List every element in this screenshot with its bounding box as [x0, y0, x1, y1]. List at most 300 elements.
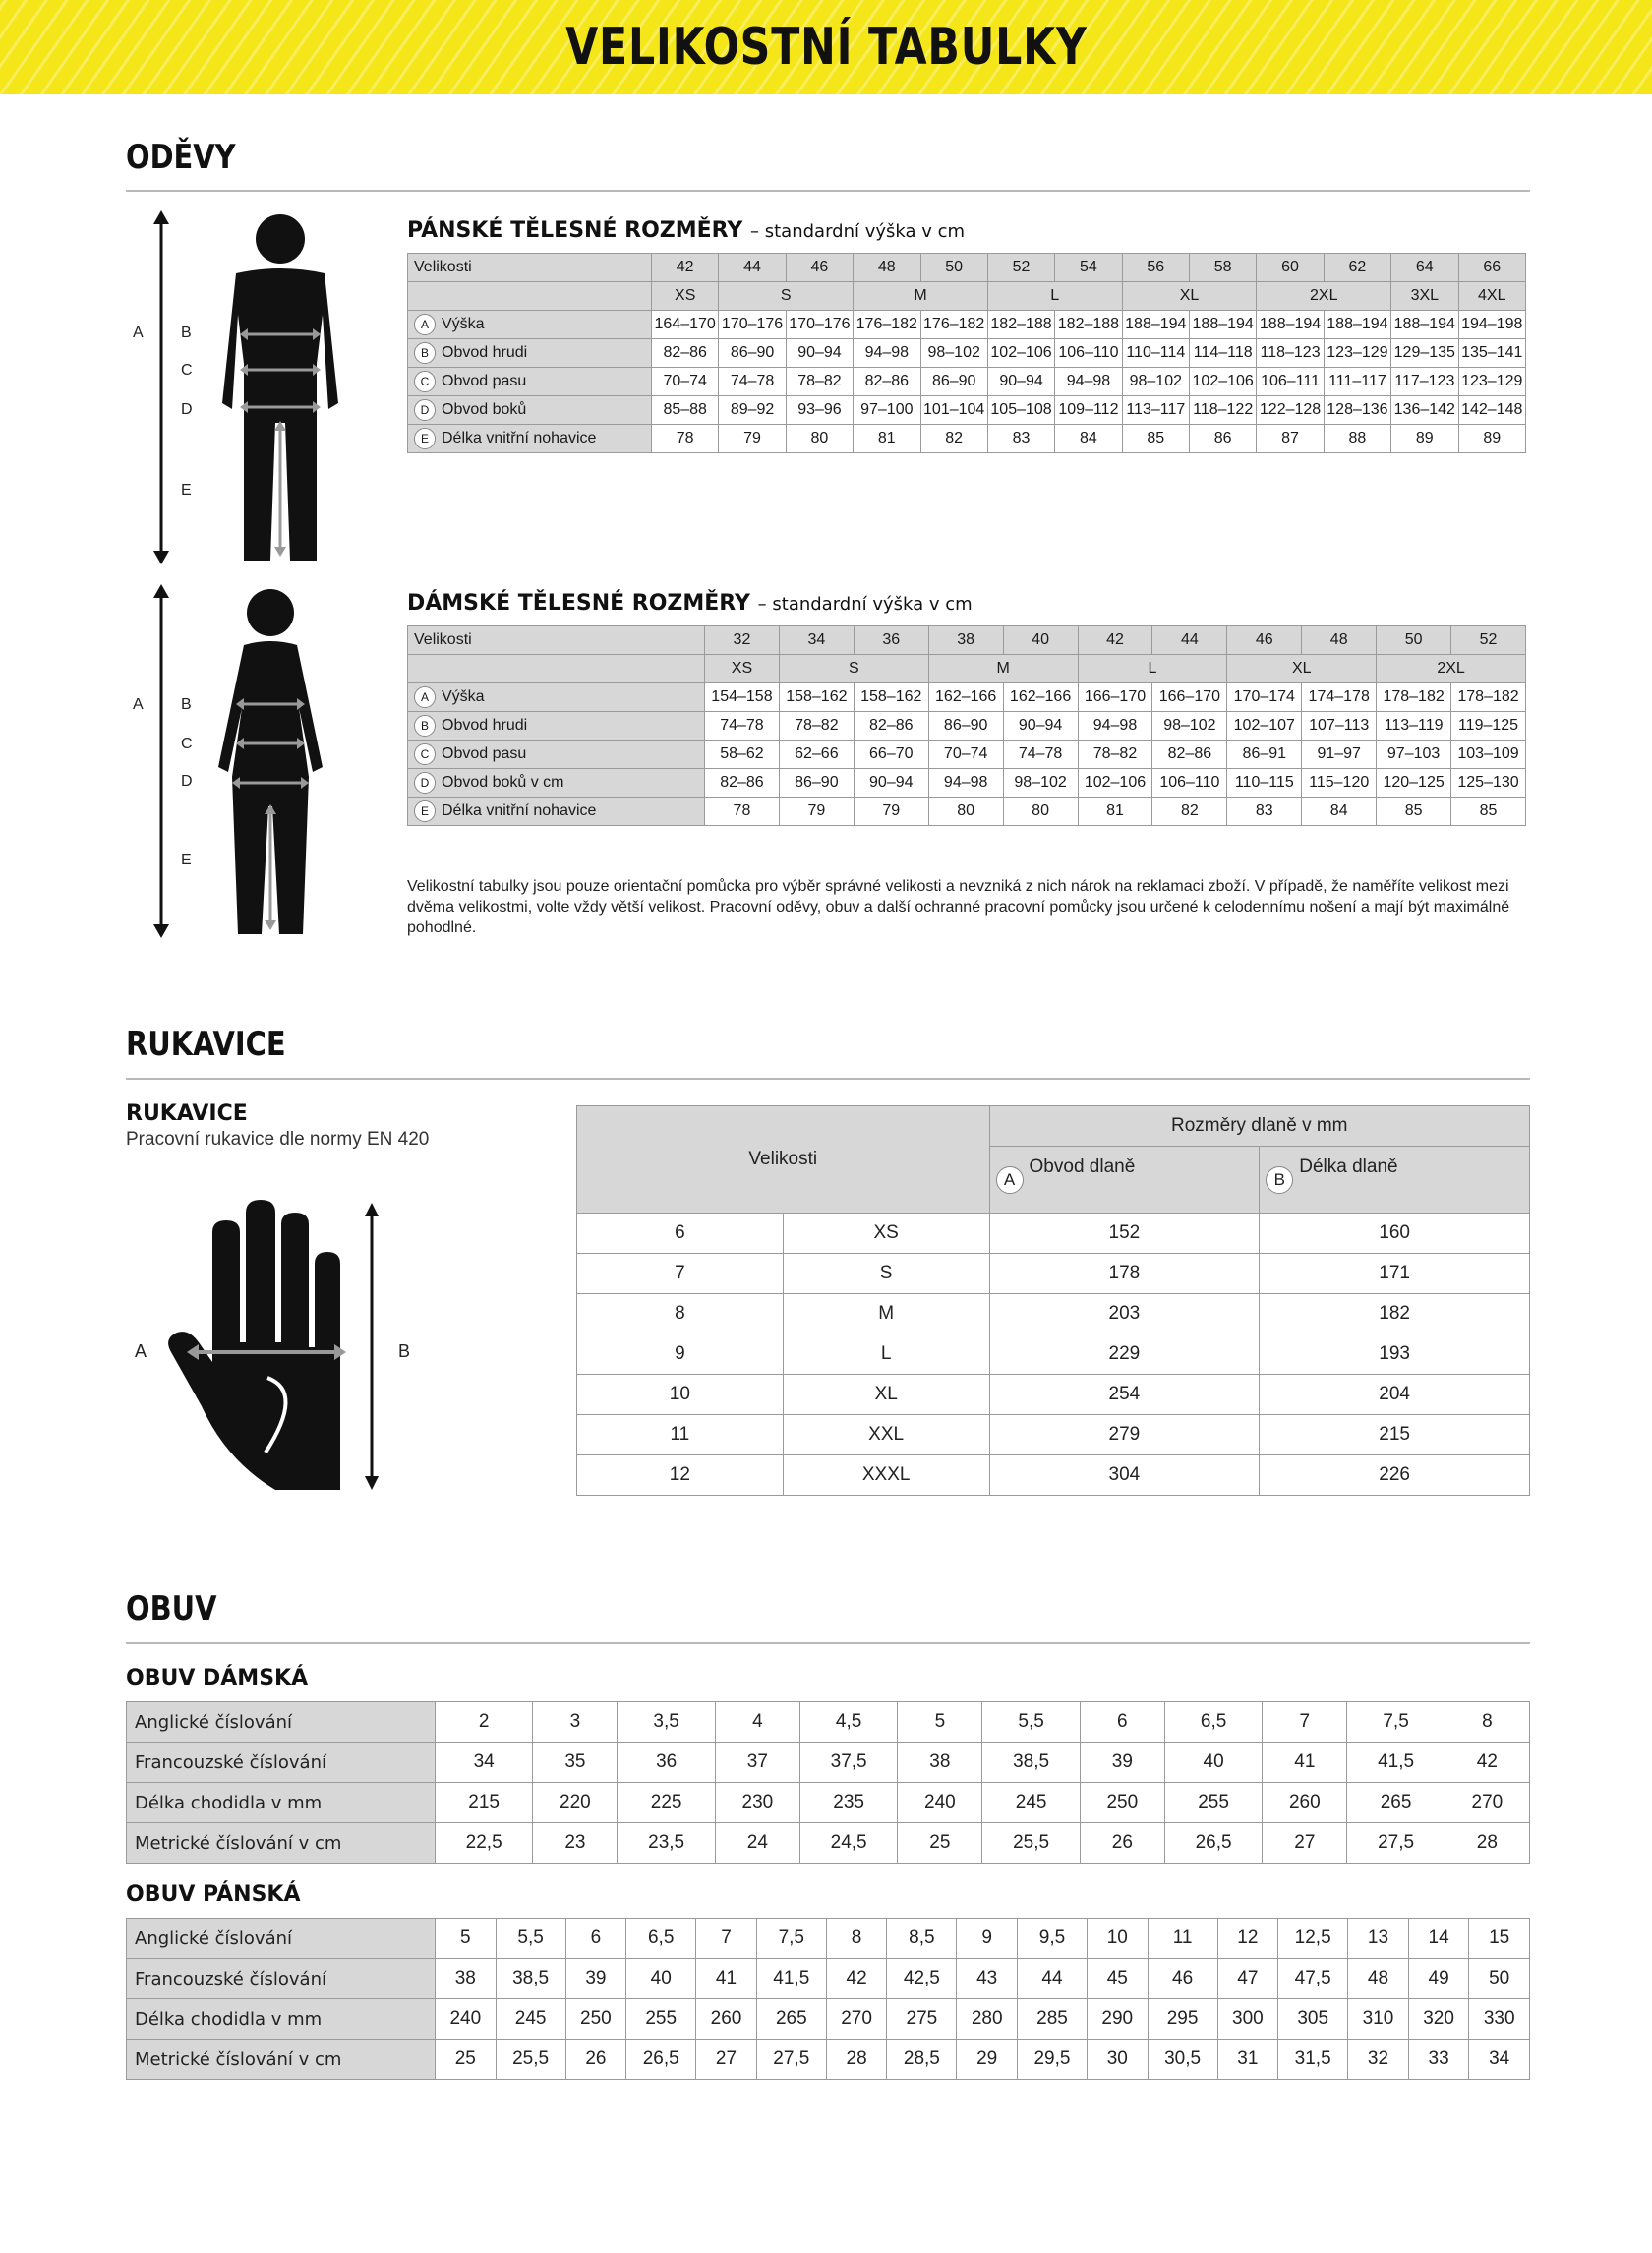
shoe-size-cell: 4 — [715, 1702, 799, 1743]
glove-col-a-header — [989, 1147, 1260, 1214]
measure-cell: 188–194 — [1391, 311, 1458, 339]
shoe-size-cell: 25,5 — [496, 2040, 565, 2080]
measure-cell: 102–107 — [1227, 712, 1302, 741]
shoe-size-cell: 44 — [1017, 1959, 1087, 1999]
measure-cell: 81 — [1078, 798, 1152, 826]
measure-label — [408, 798, 705, 826]
shoe-size-cell: 255 — [626, 1999, 696, 2040]
size-letter-cell: M — [928, 655, 1078, 683]
women-body-subtitle: – standardní výška v cm — [757, 594, 973, 615]
measure-key-badge: A — [414, 314, 436, 335]
shoe-size-cell: 15 — [1469, 1919, 1530, 1959]
shoe-size-cell: 14 — [1408, 1919, 1469, 1959]
women-body-title — [407, 591, 973, 616]
shoe-size-cell: 245 — [982, 1783, 1080, 1823]
size-number-cell: 48 — [854, 254, 920, 282]
measure-row — [408, 311, 1526, 339]
measure-cell: 170–174 — [1227, 683, 1302, 712]
measure-cell: 113–119 — [1377, 712, 1451, 741]
shoe-size-cell: 41 — [696, 1959, 757, 1999]
figure-label-b: B — [398, 1341, 411, 1361]
glove-palm-girth: 178 — [989, 1254, 1260, 1294]
shoe-size-cell: 25 — [898, 1823, 982, 1864]
size-letter-cell: XS — [705, 655, 780, 683]
shoe-size-cell: 27 — [696, 2040, 757, 2080]
measure-cell: 118–122 — [1190, 396, 1257, 425]
measure-cell: 89 — [1391, 425, 1458, 453]
shoe-size-cell: 31,5 — [1278, 2040, 1348, 2080]
shoe-row — [127, 1783, 1530, 1823]
shoe-size-cell: 29 — [957, 2040, 1018, 2080]
measure-cell: 188–194 — [1257, 311, 1324, 339]
shoe-size-cell: 38,5 — [496, 1959, 565, 1999]
shoe-size-cell: 36 — [618, 1743, 715, 1783]
page-title: VELIKOSTNÍ TABULKY — [564, 18, 1088, 77]
measure-cell: 154–158 — [705, 683, 780, 712]
clothing-section — [126, 138, 1530, 177]
shoe-size-cell: 33 — [1408, 2040, 1469, 2080]
shoe-size-cell: 240 — [898, 1783, 982, 1823]
shoe-row-label: Anglické číslování — [127, 1702, 436, 1743]
shoe-size-cell: 6,5 — [626, 1919, 696, 1959]
shoe-row — [127, 1823, 1530, 1864]
measure-cell: 85 — [1122, 425, 1189, 453]
shoe-size-cell: 9 — [957, 1919, 1018, 1959]
glove-row — [577, 1455, 1530, 1496]
male-body-figure — [126, 207, 352, 570]
shoe-size-cell: 37,5 — [799, 1743, 897, 1783]
glove-size-letter: XXL — [783, 1415, 989, 1455]
measure-cell: 79 — [719, 425, 786, 453]
measure-cell: 178–182 — [1377, 683, 1451, 712]
shoe-size-cell: 34 — [1469, 2040, 1530, 2080]
glove-palm-length: 226 — [1260, 1455, 1530, 1496]
measure-cell: 176–182 — [920, 311, 987, 339]
shoe-size-cell: 225 — [618, 1783, 715, 1823]
shoe-size-cell: 280 — [957, 1999, 1018, 2040]
measure-row — [408, 712, 1526, 741]
shoe-size-cell: 7 — [696, 1919, 757, 1959]
shoe-size-cell: 38,5 — [982, 1743, 1080, 1783]
shoe-row — [127, 1919, 1530, 1959]
measure-cell: 82–86 — [1152, 741, 1227, 769]
measure-cell: 110–114 — [1122, 339, 1189, 368]
shoe-size-cell: 275 — [887, 1999, 957, 2040]
gloves-subtitle: RUKAVICE — [126, 1101, 248, 1126]
glove-palm-length: 215 — [1260, 1415, 1530, 1455]
shoe-size-cell: 42 — [826, 1959, 887, 1999]
shoe-size-cell: 220 — [533, 1783, 618, 1823]
shoe-size-cell: 24,5 — [799, 1823, 897, 1864]
shoe-size-cell: 30,5 — [1148, 2040, 1217, 2080]
glove-size-letter: S — [783, 1254, 989, 1294]
men-body-title-text: PÁNSKÉ TĚLESNÉ ROZMĚRY — [407, 218, 743, 243]
measure-key-badge: B — [414, 715, 436, 737]
shoe-size-cell: 23 — [533, 1823, 618, 1864]
shoe-size-cell: 260 — [696, 1999, 757, 2040]
measure-cell: 80 — [1003, 798, 1078, 826]
women-body-title-text: DÁMSKÉ TĚLESNÉ ROZMĚRY — [407, 591, 750, 616]
measure-key-badge: C — [414, 743, 436, 765]
measure-key-badge: A — [414, 686, 436, 708]
measure-label-text: Obvod boků v cm — [442, 774, 564, 792]
measure-cell: 170–176 — [786, 311, 853, 339]
size-number-cell: 60 — [1257, 254, 1324, 282]
shoe-size-cell: 34 — [436, 1743, 533, 1783]
glove-size-number: 9 — [577, 1334, 784, 1375]
divider — [126, 190, 1530, 192]
measure-cell: 188–194 — [1122, 311, 1189, 339]
measure-cell: 82–86 — [854, 712, 928, 741]
measure-cell: 90–94 — [854, 769, 928, 798]
shoe-row-label: Metrické číslování v cm — [127, 2040, 436, 2080]
measure-cell: 136–142 — [1391, 396, 1458, 425]
figure-label-b: B — [181, 696, 192, 713]
measure-cell: 162–166 — [928, 683, 1003, 712]
shoe-size-cell: 48 — [1348, 1959, 1409, 1999]
men-shoes-title: OBUV PÁNSKÁ — [126, 1882, 301, 1907]
shoe-row — [127, 2040, 1530, 2080]
size-number-cell: 56 — [1122, 254, 1189, 282]
shoe-size-cell: 41,5 — [1347, 1743, 1445, 1783]
measure-cell: 122–128 — [1257, 396, 1324, 425]
size-letter-cell: S — [719, 282, 854, 311]
size-letter-cell: L — [987, 282, 1122, 311]
divider — [126, 1078, 1530, 1080]
measure-key-badge: B — [414, 342, 436, 364]
measure-key-badge: E — [414, 800, 436, 822]
measure-cell: 115–120 — [1302, 769, 1377, 798]
shoe-size-cell: 22,5 — [436, 1823, 533, 1864]
measure-cell: 166–170 — [1152, 683, 1227, 712]
measure-cell: 129–135 — [1391, 339, 1458, 368]
glove-row — [577, 1334, 1530, 1375]
size-letter-cell: 4XL — [1458, 282, 1526, 311]
shoe-size-cell: 23,5 — [618, 1823, 715, 1864]
measure-cell: 106–110 — [1152, 769, 1227, 798]
measure-key-badge: D — [414, 399, 436, 421]
measure-label — [408, 769, 705, 798]
size-number-cell: 40 — [1003, 626, 1078, 655]
shoe-size-cell: 230 — [715, 1783, 799, 1823]
measure-row — [408, 769, 1526, 798]
measure-key-badge: C — [414, 371, 436, 392]
glove-palm-length: 193 — [1260, 1334, 1530, 1375]
measure-cell: 89–92 — [719, 396, 786, 425]
shoe-size-cell: 5 — [436, 1919, 497, 1959]
shoe-size-cell: 4,5 — [799, 1702, 897, 1743]
measure-cell: 82–86 — [705, 769, 780, 798]
shoe-size-cell: 7,5 — [1347, 1702, 1445, 1743]
size-letter-cell: S — [779, 655, 928, 683]
size-number-cell: 54 — [1055, 254, 1122, 282]
measure-cell: 88 — [1324, 425, 1390, 453]
shoe-size-cell: 7 — [1263, 1702, 1347, 1743]
men-body-subtitle: – standardní výška v cm — [750, 221, 966, 242]
shoe-row — [127, 1999, 1530, 2040]
measure-cell: 90–94 — [987, 368, 1054, 396]
badge-b: B — [1266, 1166, 1293, 1194]
measure-cell: 182–188 — [987, 311, 1054, 339]
shoe-row-label: Délka chodidla v mm — [127, 1783, 436, 1823]
measure-row — [408, 683, 1526, 712]
measure-label-text: Obvod hrudi — [442, 717, 528, 735]
glove-size-letter: XL — [783, 1375, 989, 1415]
shoe-size-cell: 240 — [436, 1999, 497, 2040]
measure-cell: 188–194 — [1324, 311, 1390, 339]
size-letter-spacer — [408, 655, 705, 683]
measure-cell: 94–98 — [928, 769, 1003, 798]
glove-size-letter: L — [783, 1334, 989, 1375]
shoe-row-label: Délka chodidla v mm — [127, 1999, 436, 2040]
gloves-norm-caption: Pracovní rukavice dle normy EN 420 — [126, 1129, 430, 1150]
shoe-row-label: Anglické číslování — [127, 1919, 436, 1959]
measure-cell: 90–94 — [1003, 712, 1078, 741]
measure-label-text: Obvod pasu — [442, 745, 527, 763]
glove-row — [577, 1375, 1530, 1415]
shoe-size-cell: 7,5 — [756, 1919, 826, 1959]
size-letter-spacer — [408, 282, 652, 311]
glove-palm-girth: 152 — [989, 1214, 1260, 1254]
measure-cell: 98–102 — [1003, 769, 1078, 798]
measure-cell: 74–78 — [705, 712, 780, 741]
shoe-size-cell: 320 — [1408, 1999, 1469, 2040]
measure-cell: 85–88 — [652, 396, 719, 425]
shoe-size-cell: 12 — [1217, 1919, 1278, 1959]
shoe-size-cell: 28 — [826, 2040, 887, 2080]
measure-cell: 103–109 — [1451, 741, 1526, 769]
glove-row — [577, 1294, 1530, 1334]
glove-sizes-header: Velikosti — [577, 1106, 990, 1214]
size-letter-row — [408, 282, 1526, 311]
shoe-size-cell: 330 — [1469, 1999, 1530, 2040]
shoe-size-cell: 41 — [1263, 1743, 1347, 1783]
size-number-cell: 58 — [1190, 254, 1257, 282]
shoe-size-cell: 26,5 — [1164, 1823, 1262, 1864]
gloves-heading: RUKAVICE — [126, 1025, 286, 1064]
shoe-size-cell: 38 — [436, 1959, 497, 1999]
shoe-size-cell: 3,5 — [618, 1702, 715, 1743]
measure-label — [408, 712, 705, 741]
shoe-size-cell: 46 — [1148, 1959, 1217, 1999]
shoe-size-cell: 45 — [1087, 1959, 1148, 1999]
shoe-size-cell: 260 — [1263, 1783, 1347, 1823]
size-number-row — [408, 626, 1526, 655]
glove-size-number: 12 — [577, 1455, 784, 1496]
size-number-cell: 38 — [928, 626, 1003, 655]
measure-row — [408, 368, 1526, 396]
size-letter-cell: M — [854, 282, 988, 311]
shoe-size-cell: 8 — [1445, 1702, 1529, 1743]
shoe-size-cell: 40 — [1164, 1743, 1262, 1783]
shoe-size-cell: 255 — [1164, 1783, 1262, 1823]
shoe-size-cell: 250 — [565, 1999, 626, 2040]
glove-palm-girth: 229 — [989, 1334, 1260, 1375]
glove-row — [577, 1254, 1530, 1294]
size-number-cell: 62 — [1324, 254, 1390, 282]
glove-palm-girth: 304 — [989, 1455, 1260, 1496]
measure-cell: 82–86 — [652, 339, 719, 368]
shoe-size-cell: 8 — [826, 1919, 887, 1959]
measure-cell: 78 — [705, 798, 780, 826]
men-shoe-table — [126, 1918, 1530, 2080]
shoe-size-cell: 6 — [1080, 1702, 1164, 1743]
measure-row — [408, 798, 1526, 826]
figure-label-a: A — [135, 1341, 148, 1361]
shoe-size-cell: 25 — [436, 2040, 497, 2080]
measure-cell: 164–170 — [652, 311, 719, 339]
shoe-size-cell: 5,5 — [982, 1702, 1080, 1743]
measure-label — [408, 741, 705, 769]
shoe-size-cell: 28 — [1445, 1823, 1529, 1864]
measure-cell: 70–74 — [652, 368, 719, 396]
shoe-size-cell: 27,5 — [1347, 1823, 1445, 1864]
glove-palm-length: 160 — [1260, 1214, 1530, 1254]
shoe-size-cell: 270 — [826, 1999, 887, 2040]
measure-label-text: Obvod boků — [442, 401, 527, 419]
measure-cell: 162–166 — [1003, 683, 1078, 712]
measure-label — [408, 396, 652, 425]
glove-palm-girth: 254 — [989, 1375, 1260, 1415]
glove-dims-header: Rozměry dlaně v mm — [989, 1106, 1529, 1147]
shoe-size-cell: 27 — [1263, 1823, 1347, 1864]
glove-palm-girth: 203 — [989, 1294, 1260, 1334]
measure-cell: 78–82 — [786, 368, 853, 396]
measure-label-text: Délka vnitřní nohavice — [442, 430, 597, 447]
shoe-size-cell: 270 — [1445, 1783, 1529, 1823]
shoe-size-cell: 250 — [1080, 1783, 1164, 1823]
measure-cell: 107–113 — [1302, 712, 1377, 741]
female-body-figure — [126, 580, 352, 944]
shoe-size-cell: 39 — [565, 1959, 626, 1999]
measure-cell: 188–194 — [1190, 311, 1257, 339]
shoe-size-cell: 3 — [533, 1702, 618, 1743]
shoe-size-cell: 26,5 — [626, 2040, 696, 2080]
figure-label-b: B — [181, 325, 192, 341]
glove-row — [577, 1214, 1530, 1254]
size-number-cell: 52 — [1451, 626, 1526, 655]
size-number-cell: 64 — [1391, 254, 1458, 282]
measure-cell: 81 — [854, 425, 920, 453]
measure-cell: 82–86 — [854, 368, 920, 396]
measure-cell: 166–170 — [1078, 683, 1152, 712]
women-shoe-table — [126, 1701, 1530, 1864]
measure-cell: 123–129 — [1324, 339, 1390, 368]
glove-palm-length: 171 — [1260, 1254, 1530, 1294]
glove-row — [577, 1415, 1530, 1455]
shoe-size-cell: 265 — [756, 1999, 826, 2040]
measure-cell: 66–70 — [854, 741, 928, 769]
shoe-size-cell: 2 — [436, 1702, 533, 1743]
size-number-cell: 52 — [987, 254, 1054, 282]
measure-label-text: Výška — [442, 688, 485, 706]
measure-row — [408, 396, 1526, 425]
size-number-cell: 46 — [1227, 626, 1302, 655]
measure-cell: 120–125 — [1377, 769, 1451, 798]
figure-label-c: C — [181, 362, 193, 379]
measure-cell: 78–82 — [779, 712, 854, 741]
glove-size-letter: M — [783, 1294, 989, 1334]
shoe-row — [127, 1959, 1530, 1999]
shoe-size-cell: 26 — [1080, 1823, 1164, 1864]
measure-cell: 97–100 — [854, 396, 920, 425]
size-number-cell: 46 — [786, 254, 853, 282]
glove-size-number: 7 — [577, 1254, 784, 1294]
measure-cell: 142–148 — [1458, 396, 1526, 425]
size-number-cell: 48 — [1302, 626, 1377, 655]
measure-cell: 98–102 — [1152, 712, 1227, 741]
measure-cell: 89 — [1458, 425, 1526, 453]
shoe-size-cell: 39 — [1080, 1743, 1164, 1783]
measure-row — [408, 425, 1526, 453]
size-number-cell: 42 — [652, 254, 719, 282]
measure-cell: 117–123 — [1391, 368, 1458, 396]
measure-label-text: Obvod pasu — [442, 373, 527, 390]
size-letter-cell: 2XL — [1377, 655, 1526, 683]
glove-col-a-label: Obvod dlaně — [1029, 1156, 1136, 1178]
measure-cell: 91–97 — [1302, 741, 1377, 769]
measure-cell: 85 — [1451, 798, 1526, 826]
figure-label-e: E — [181, 852, 192, 868]
measure-label-text: Výška — [442, 316, 485, 333]
measure-cell: 102–106 — [1078, 769, 1152, 798]
glove-col-b-header — [1260, 1147, 1530, 1214]
measure-cell: 102–106 — [987, 339, 1054, 368]
glove-size-letter: XS — [783, 1214, 989, 1254]
measure-cell: 70–74 — [928, 741, 1003, 769]
shoe-size-cell: 26 — [565, 2040, 626, 2080]
measure-cell: 106–110 — [1055, 339, 1122, 368]
shoe-size-cell: 42 — [1445, 1743, 1529, 1783]
measure-cell: 98–102 — [1122, 368, 1189, 396]
measure-cell: 86–90 — [719, 339, 786, 368]
figure-label-d: D — [181, 401, 193, 418]
measure-cell: 80 — [928, 798, 1003, 826]
measure-label — [408, 368, 652, 396]
women-size-table — [407, 625, 1526, 826]
shoe-size-cell: 235 — [799, 1783, 897, 1823]
clothing-heading: ODĚVY — [126, 138, 236, 177]
glove-size-number: 11 — [577, 1415, 784, 1455]
size-letter-cell: XL — [1227, 655, 1377, 683]
sizes-label: Velikosti — [408, 626, 705, 655]
shoe-size-cell: 27,5 — [756, 2040, 826, 2080]
men-body-title — [407, 218, 965, 243]
measure-cell: 94–98 — [1055, 368, 1122, 396]
shoe-size-cell: 6,5 — [1164, 1702, 1262, 1743]
measure-cell: 84 — [1302, 798, 1377, 826]
glove-size-letter: XXXL — [783, 1455, 989, 1496]
shoe-size-cell: 9,5 — [1017, 1919, 1087, 1959]
shoe-size-cell: 32 — [1348, 2040, 1409, 2080]
shoe-size-cell: 38 — [898, 1743, 982, 1783]
size-number-row — [408, 254, 1526, 282]
size-number-cell: 66 — [1458, 254, 1526, 282]
measure-label — [408, 339, 652, 368]
measure-cell: 84 — [1055, 425, 1122, 453]
size-number-cell: 42 — [1078, 626, 1152, 655]
size-letter-cell: XL — [1122, 282, 1257, 311]
measure-cell: 105–108 — [987, 396, 1054, 425]
shoe-size-cell: 24 — [715, 1823, 799, 1864]
measure-cell: 94–98 — [854, 339, 920, 368]
shoe-size-cell: 35 — [533, 1743, 618, 1783]
page-banner — [0, 0, 1652, 94]
measure-row — [408, 339, 1526, 368]
measure-cell: 109–112 — [1055, 396, 1122, 425]
glove-size-number: 8 — [577, 1294, 784, 1334]
glove-col-b-label: Délka dlaně — [1299, 1156, 1398, 1178]
